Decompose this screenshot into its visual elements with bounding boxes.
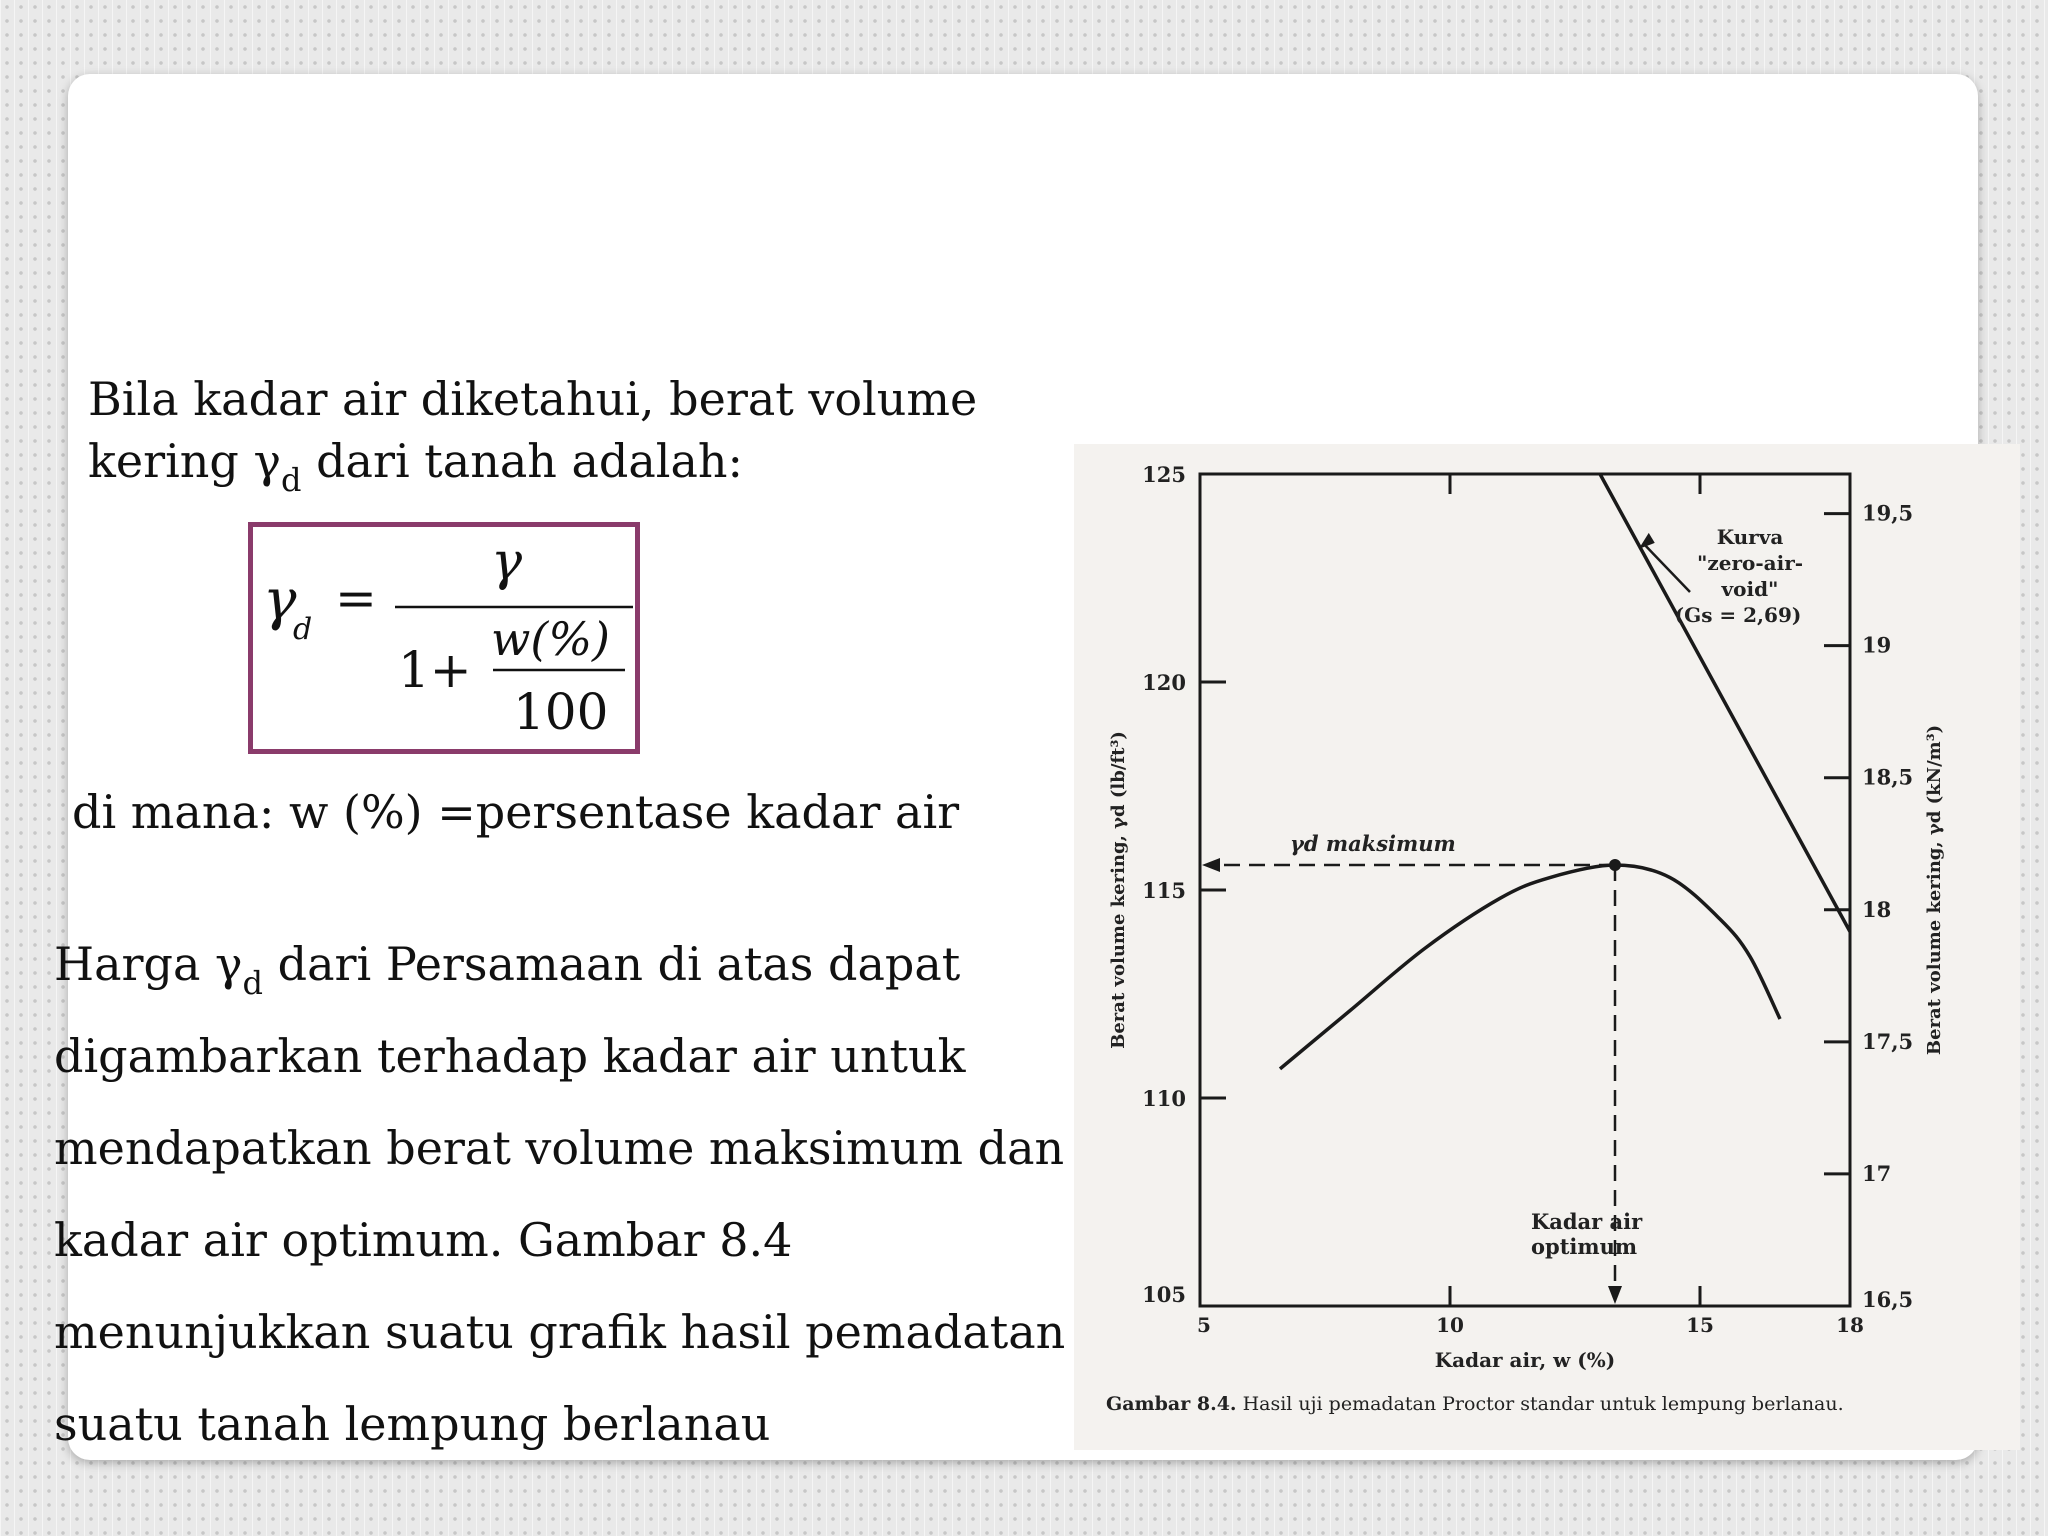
y-left-tick-label: 105 [1142, 1282, 1186, 1307]
caption-text: Hasil uji pemadatan Proctor standar untuk lempung berlanau. [1236, 1393, 1844, 1415]
paragraph-line-4: kadar air optimum. Gambar 8.4 [54, 1213, 793, 1267]
optimum-label-line-2: optimum [1531, 1234, 1638, 1259]
x-tick-label: 18 [1836, 1313, 1864, 1337]
y-left-tick-label: 125 [1142, 462, 1186, 487]
y-left-tick-label: 115 [1142, 878, 1186, 903]
gamma-subscript: d [280, 461, 302, 499]
y-axis-label-left: Berat volume kering, γd (lb/ft³) [1108, 731, 1129, 1049]
y-right-tick-label: 17,5 [1862, 1028, 1914, 1054]
max-label: γd maksimum [1290, 831, 1456, 857]
zero-air-void-label-line-4: (Gs = 2,69) [1674, 603, 1802, 627]
intro-line-2-end: dari tanah adalah: [301, 434, 744, 488]
intro-line-1: Bila kadar air diketahui, berat volume [88, 372, 978, 426]
formula-lhs-subscript: d [293, 612, 313, 647]
where-text: di mana: w (%) =persentase kadar air [72, 785, 960, 839]
formula-lhs-gamma: γ [263, 568, 297, 633]
proctor-chart-figure [1074, 444, 2020, 1450]
intro-line-2 [88, 430, 977, 499]
proctor-chart [1074, 444, 2020, 1450]
paragraph-line-2: digambarkan terhadap kadar air untuk [54, 1029, 966, 1083]
x-tick-label: 5 [1197, 1313, 1211, 1337]
formula-numerator: γ [491, 532, 523, 592]
y-right-tick-label: 17 [1862, 1160, 1892, 1186]
x-axis-label: Kadar air, w (%) [1434, 1348, 1616, 1372]
paragraph-line-1-start: Harga γ [54, 937, 243, 991]
y-axis-label-right: Berat volume kering, γd (kN/m³) [1924, 724, 1945, 1056]
x-tick-label: 15 [1686, 1313, 1714, 1337]
paragraph [54, 918, 1065, 1470]
formula-equation [253, 527, 635, 749]
paragraph-line-3: mendapatkan berat volume maksimum dan [54, 1121, 1065, 1175]
y-right-tick-label: 19,5 [1862, 500, 1914, 526]
y-right-tick-label: 18 [1862, 896, 1892, 922]
paragraph-line-6: suatu tanah lempung berlanau [54, 1397, 771, 1451]
optimum-arrowhead [1608, 1286, 1622, 1304]
intro-text [88, 368, 978, 499]
formula-box [248, 522, 640, 754]
paragraph-line-1-end: dari Persamaan di atas dapat [263, 937, 961, 991]
y-left-tick-label: 120 [1142, 670, 1186, 695]
paragraph-gamma-subscript: d [242, 964, 263, 1002]
paragraph-line-5: menunjukkan suatu grafik hasil pemadatan [54, 1305, 1066, 1359]
formula-hundred: 100 [513, 683, 609, 741]
intro-line-2-start: kering γ [88, 434, 281, 488]
compaction-curve [1280, 865, 1780, 1069]
x-tick-label: 10 [1436, 1313, 1464, 1337]
y-right-tick-label: 19 [1862, 632, 1892, 658]
formula-equals: = [335, 569, 377, 627]
figure-caption [1106, 1393, 1844, 1415]
caption-bold: Gambar 8.4. [1106, 1393, 1237, 1415]
max-arrowhead [1202, 858, 1220, 872]
zero-air-void-label-line-1: Kurva [1716, 525, 1784, 549]
y-left-tick-label: 110 [1142, 1086, 1186, 1111]
optimum-label-line-1: Kadar air [1531, 1209, 1643, 1234]
y-right-tick-label: 16,5 [1862, 1287, 1914, 1312]
formula-one-plus: 1+ [398, 641, 472, 699]
zero-air-void-label-line-3: void" [1721, 577, 1779, 601]
zero-air-void-label-line-2: "zero-air- [1696, 551, 1804, 575]
y-right-tick-label: 18,5 [1862, 764, 1914, 790]
paragraph-line-1 [54, 918, 1065, 1010]
formula-w-percent: w(%) [491, 612, 610, 666]
